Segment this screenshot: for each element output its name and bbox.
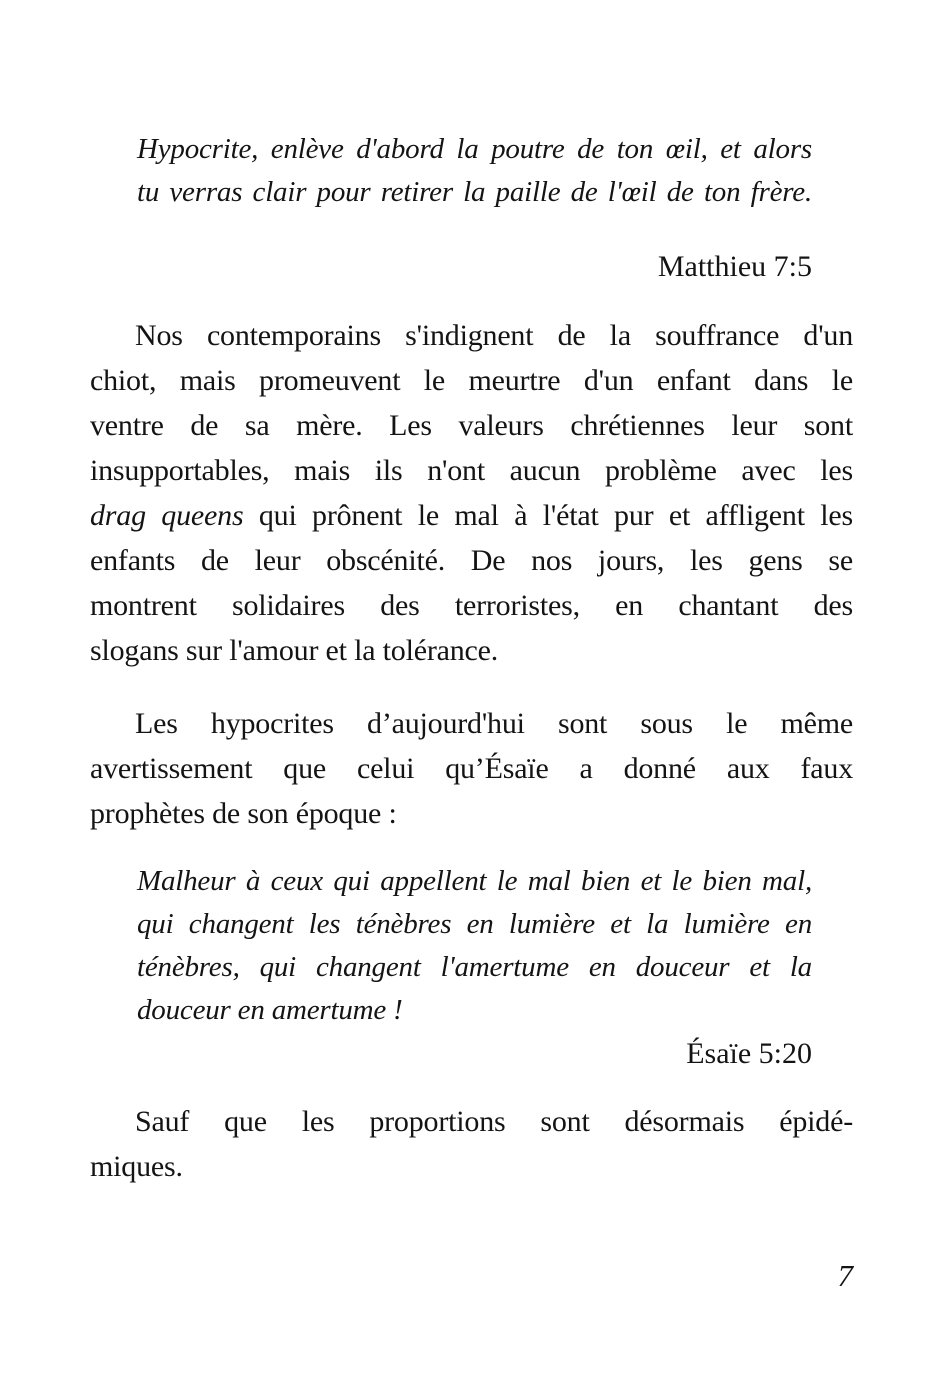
text-line: chiot, mais promeuvent le meurtre d'un enfant dans le [90,364,853,397]
scripture-quote [137,860,812,1032]
body-paragraph-3 [90,1099,853,1189]
text-line: tu verras clair pour retirer la paille de l'œil de ton frère. [137,176,812,208]
text-line: montrent solidaires des terroristes, en chantant des [90,589,853,622]
text-line: ventre de sa mère. Les valeurs chrétiennes leur sont [90,409,853,442]
epigraph-quote [137,128,812,214]
text-line: slogans sur l'amour et la tolérance. [90,634,499,667]
text-segment: qui prônent le mal à l'état pur et affligent les [243,499,853,532]
text-line: Malheur à ceux qui appellent le mal bien et le bien mal, [137,865,812,897]
text-line: enfants de leur obscénité. De nos jours, les gens se [90,544,853,577]
text-line: douceur en amertume ! [137,994,403,1026]
text-line: Nos contemporains s'indignent de la souffrance d'un [135,319,853,352]
text-line: Les hypocrites d’aujourd'hui sont sous le même [135,707,853,740]
page-content [90,128,853,1189]
epigraph-attribution: Matthieu 7:5 [657,250,812,283]
italic-phrase: drag queens [90,499,244,532]
text-line: qui changent les ténèbres en lumière et la lumière en [137,908,812,940]
body-paragraph-1 [90,313,853,673]
text-line: Sauf que les proportions sont désormais épidé- [135,1105,853,1138]
text-line: ténèbres, qui changent l'amertume en douceur et la [137,951,812,983]
text-line: prophètes de son époque : [90,797,397,830]
body-paragraph-2 [90,701,853,836]
text-line: avertissement que celui qu’Ésaïe a donné aux faux [90,752,853,785]
text-line [90,493,853,538]
page-number: 7 [837,1258,853,1293]
text-line: insupportables, mais ils n'ont aucun problème avec les [90,454,853,487]
scripture-attribution: Ésaïe 5:20 [686,1037,812,1070]
text-line: Hypocrite, enlève d'abord la poutre de ton œil, et alors [137,133,812,165]
text-line: miques. [90,1150,183,1183]
